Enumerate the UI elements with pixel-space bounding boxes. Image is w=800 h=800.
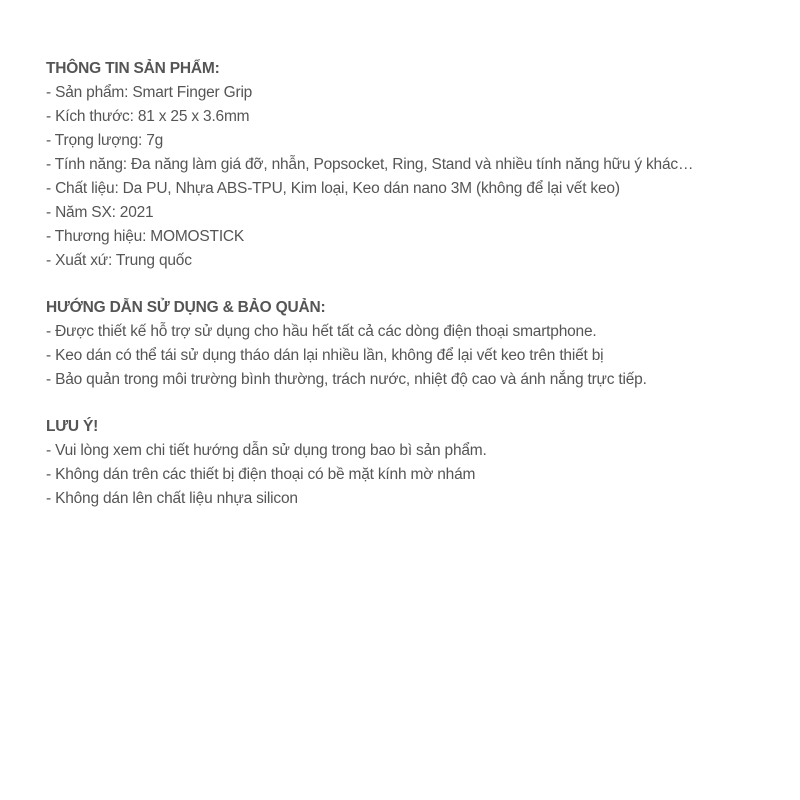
info-line: - Trọng lượng: 7g (46, 132, 164, 149)
usage-line: - Bảo quản trong môi trường bình thường, trách nước, nhiệt độ cao và ánh nắng trực tiếp. (46, 371, 647, 388)
usage-line: - Keo dán có thể tái sử dụng tháo dán lại nhiều lần, không để lại vết keo trên thiết bị (46, 347, 604, 364)
usage-care-section (46, 296, 786, 392)
info-line: - Xuất xứ: Trung quốc (46, 252, 192, 269)
note-line: - Vui lòng xem chi tiết hướng dẫn sử dụng trong bao bì sản phẩm. (46, 442, 487, 459)
notes-section (46, 415, 786, 511)
section-title: THÔNG TIN SẢN PHẨM: (46, 60, 220, 77)
info-line: - Chất liệu: Da PU, Nhựa ABS-TPU, Kim loại, Keo dán nano 3M (không để lại vết keo) (46, 180, 620, 197)
info-line: - Năm SX: 2021 (46, 204, 154, 221)
note-line: - Không dán trên các thiết bị điện thoại có bề mặt kính mờ nhám (46, 466, 476, 483)
note-line: - Không dán lên chất liệu nhựa silicon (46, 490, 298, 507)
info-line: - Sản phẩm: Smart Finger Grip (46, 84, 253, 101)
product-info-document (46, 57, 786, 534)
product-info-section (46, 57, 786, 273)
usage-line: - Được thiết kế hỗ trợ sử dụng cho hầu hết tất cả các dòng điện thoại smartphone. (46, 323, 597, 340)
info-line: - Tính năng: Đa năng làm giá đỡ, nhẫn, Popsocket, Ring, Stand và nhiều tính năng hữu ý khác… (46, 156, 694, 173)
section-title: HƯỚNG DẪN SỬ DỤNG & BẢO QUẢN: (46, 299, 326, 316)
info-line: - Kích thước: 81 x 25 x 3.6mm (46, 108, 250, 125)
section-title: LƯU Ý! (46, 418, 99, 435)
info-line: - Thương hiệu: MOMOSTICK (46, 228, 245, 245)
